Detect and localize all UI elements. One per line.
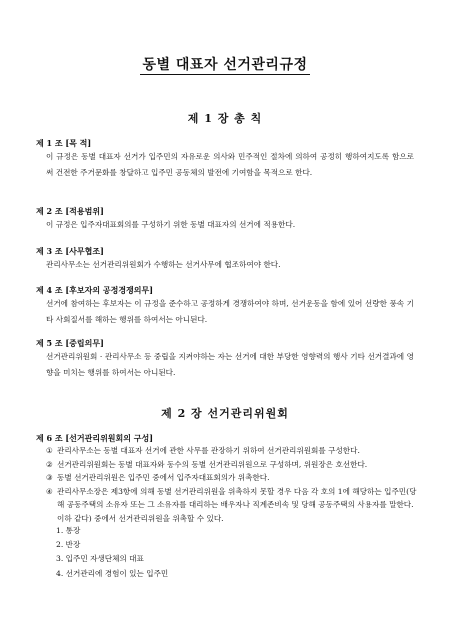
article-4-heading: 제 4 조 [후보자의 공정경쟁의무] [36, 285, 154, 295]
item-mark: ③ [46, 473, 53, 483]
list-item: 1. 통장 [56, 526, 81, 535]
item-text: 동별 선거관리위원은 입주민 중에서 입주자대표회의가 위촉한다. [57, 473, 270, 483]
list-item: 3. 입주민 자생단체의 대표 [56, 554, 144, 564]
article-6-numbered-list [56, 524, 168, 581]
chapter-1-heading: 제 1 장 총 칙 [187, 112, 263, 125]
item-mark: ④ [46, 486, 53, 496]
chapter-2-heading: 제 2 장 선거관리위원회 [161, 407, 289, 420]
article-6-heading: 제 6 조 [선거관리위원회의 구성] [36, 433, 154, 443]
list-item [46, 458, 418, 472]
article-5-heading: 제 5 조 [중립의무] [36, 338, 104, 348]
list-item: 2. 반장 [56, 540, 81, 550]
item-text: 선거관리위원회는 동별 대표자와 동수의 동별 선거관리위원으로 구성하며, 위원장은 호선한다. [57, 459, 368, 469]
list-item: 4. 선거관리에 경험이 있는 입주민 [56, 568, 169, 578]
article-2-text: 이 규정은 입주자대표회의를 구성하기 위한 동별 대표자의 선거에 적용한다. [46, 220, 296, 229]
list-item [46, 485, 418, 526]
article-1-heading: 제 1 조 [목 적] [36, 138, 92, 148]
article-2-heading: 제 2 조 [적용범위] [36, 206, 104, 216]
item-mark: ① [46, 446, 53, 455]
document-title-text: 동별 대표자 선거관리규정 [142, 57, 308, 73]
article-5-text: 선거관리위원회 · 관리사무소 등 중립을 지켜야하는 자는 선거에 대한 부당한 영향력의 행사 기타 선거결과에 영향을 미치는 행위를 하여서는 아니된다. [46, 352, 414, 377]
item-mark: ② [46, 459, 53, 469]
document-title [0, 54, 450, 74]
item-text: 관리사무소장은 제3항에 의해 동별 선거관리위원을 위촉하지 못할 경우 다음 각 호의 1에 해당하는 입주민(당해 공동주택의 소유자 또는 그 소유자를 대리하는 배우자나 직계존비속 및 당해 공동주택의 사용자를 말한다. 이하 같다) 중에서 선거관리위원을 위촉할 수 있다. [57, 486, 417, 523]
item-text: 관리사무소는 동별 대표자 선거에 관한 사무를 관장하기 위하여 선거관리위원회를 구성한다. [57, 446, 360, 455]
list-item [46, 471, 418, 485]
article-6-items [46, 444, 418, 526]
article-1-text: 이 규정은 동별 대표자 선거가 입주민의 자유로운 의사와 민주적인 절차에 의하여 공정히 행하여지도록 함으로써 건전한 주거문화를 창달하고 입주민 공동체의 발전에 기여함을 목적으로 한다. [46, 152, 414, 177]
article-3-heading: 제 3 조 [사무협조] [36, 246, 104, 256]
article-4-text: 선거에 참여하는 후보자는 이 규정을 준수하고 공정하게 경쟁하여야 하며, 선거운동을 함에 있어 선량한 풍속 기타 사회질서를 해하는 행위를 하여서는 아니된다. [46, 299, 414, 324]
list-item [46, 444, 418, 458]
article-3-text: 관리사무소는 선거관리위원회가 수행하는 선거사무에 협조하여야 한다. [46, 260, 281, 269]
